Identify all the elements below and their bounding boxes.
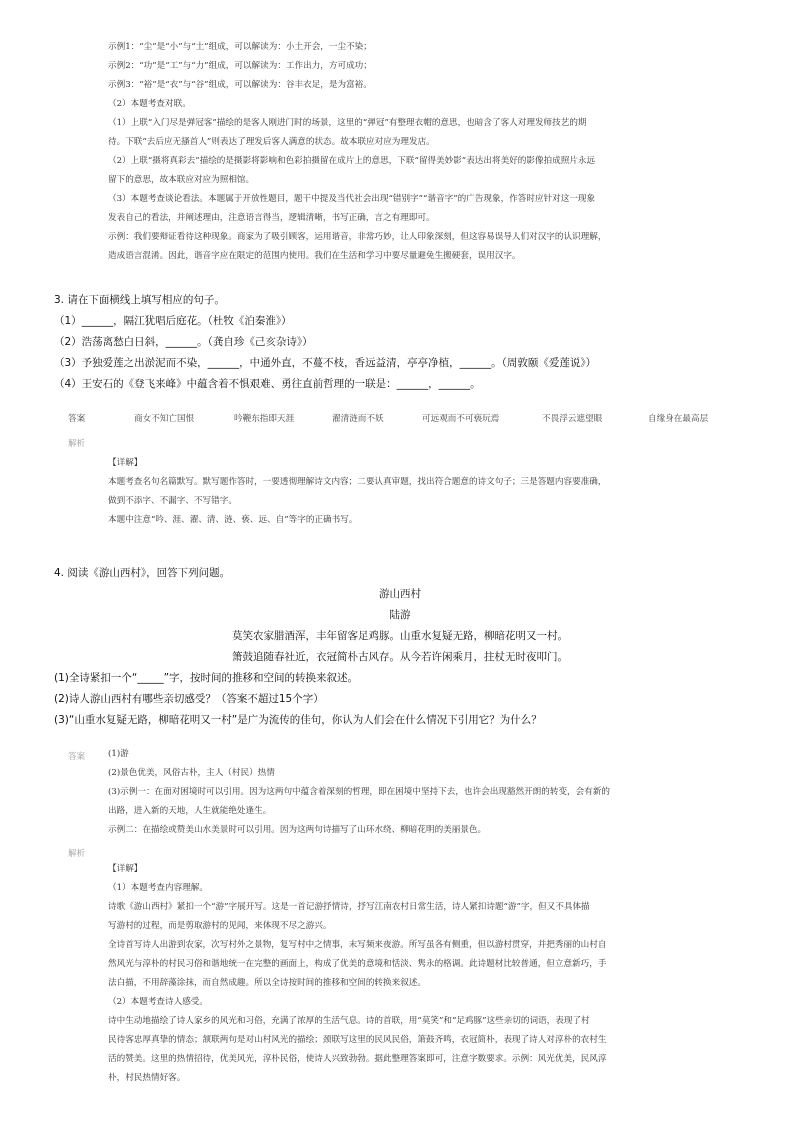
analysis-line: 造成语言混淆。因此，谐音字应在限定的范围内使用。我们在生活和学习中要尽量避免生搬硬套，误用汉字。 [108,251,521,261]
analysis-line: 示例1：“尘”是“小”与“土”组成，可以解读为：小土开会，一尘不染； [108,42,372,52]
poem-author: 陆游 [389,609,411,621]
analysis-line: 留下的意思，故本联应对应为照相馆。 [108,175,255,185]
answer-line: 出路，进入新的天地，人生就能绝处逢生。 [108,806,272,816]
detail-line: 诗中生动地描绘了诗人家乡的风光和习俗，充满了浓厚的生活气息。诗的首联，用“莫笑”和“足鸡豚”这些亲切的词语，表现了村 [108,1016,590,1026]
answer-item: 可远观而不可亵玩焉 [422,414,500,424]
detail-line: 本题中注意“吟、涯、濯、清、涟、亵、远、自”等字的正确书写。 [108,515,358,525]
analysis-line: 发表自己的看法，并阐述理由，注意语言得当，逻辑清晰，书写正确，言之有理即可。 [108,213,435,223]
detail-line: 民待客忠厚真挚的情态；颔联两句是对山村风光的描绘；颈联写这里的民风民俗，箫鼓齐鸣，衣冠简朴，表现了诗人对淳朴的农村生 [108,1035,607,1045]
analysis-line: 待。下联“去后应无搔首人”则表达了理发后客人满意的状态。故本联应对应为理发店。 [108,137,435,147]
sub-question: (1)全诗紧扣一个“_____”字，按时间的推移和空间的转换来叙述。 [54,672,359,684]
question-title: 3. 请在下面横线上填写相应的句子。 [54,294,225,306]
analysis-line: （1）上联“入门尽是弹冠客”描绘的是客人刚进门时的场景，这里的“弹冠”有整理衣帽的意思，也暗含了客人对理发师技艺的期 [108,118,587,128]
q4-answers [108,745,610,840]
analysis-line: 示例：我们要辩证看待这种现象。商家为了吸引顾客，运用谐音，非常巧妙，让人印象深刻，但这容易误导人们对汉字的认识理解， [108,232,607,242]
q4-detail [108,860,606,1088]
answer-line: (2)景色优美，风俗古朴，主人（村民）热情 [108,768,275,778]
detail-line: 全诗首写诗人出游到农家，次写村外之景物，复写村中之情事，末写频来夜游。所写虽各有侧重，但以游村贯穿，并把秀丽的山村自 [108,940,607,950]
detail-line: 然风光与淳朴的村民习俗和谐地统一在完整的画面上，构成了优美的意境和恬淡、隽永的格调。此诗题材比较普通，但立意新巧，手 [108,959,607,969]
question-item: （1）______，隔江犹唱后庭花。（杜牧《泊秦淮》） [54,315,292,327]
q4-questions [54,668,542,731]
analysis-line: （3）本题考查谈论看法。本题属于开放性题目，题干中提及当代社会出现“错别字”“谐音字”的广告现象，作答时应针对这一现象 [108,194,596,204]
detail-line: 做到不添字、不漏字、不写错字。 [108,496,237,506]
question-item: （3）予独爱莲之出淤泥而不染，______，中通外直，不蔓不枝，香远益清，亭亭净植，______。（周敦颐《爱莲说》） [54,357,597,369]
detail-line: 写游村的过程，而是剪取游村的见闻，来体现不尽之游兴。 [108,921,332,931]
poem [200,584,600,668]
detail-head: 【详解】 [108,458,143,468]
analysis-label: 解析 [68,849,86,859]
q3-answer-row [68,412,708,424]
question-item: （2）浩荡离愁白日斜，______。（龚自珍《己亥杂诗》） [54,336,313,348]
poem-title: 游山西村 [379,588,421,600]
analysis-label: 解析 [68,439,86,449]
question-title: 4. 阅读《游山西村》，回答下列问题。 [54,567,231,579]
poem-line: 莫笑农家腊酒浑，丰年留客足鸡豚。山重水复疑无路，柳暗花明又一村。 [232,630,568,642]
question-3 [54,290,596,395]
detail-line: 本题考查名句名篇默写。默写题作答时，一要透彻理解诗文内容；二要认真审题，找出符合题意的诗文句子；三是答题内容要准确， [108,477,607,487]
answer-item: 濯清涟而不妖 [332,414,384,424]
analysis-line: 示例3：“裕”是“衣”与“谷”组成，可以解读为：谷丰衣足，是为富裕。 [108,80,372,90]
detail-line: （1）本题考查内容理解。 [108,883,208,893]
analysis-line: （2）本题考查对联。 [108,99,191,109]
question-item: （4）王安石的《登飞来峰》中蕴含着不惧艰难、勇往直前哲理的一联是：______，______。 [54,378,481,390]
analysis-line: （2）上联“摄将真彩去”描绘的是摄影将影响和色彩拍摄留在成片上的意思，下联“留得美妙影”表达出将美好的影像拍成照片永远 [108,156,596,166]
detail-line: 朴，村民热情好客。 [108,1073,186,1083]
sub-question: (2)诗人游山西村有哪些亲切感受？（答案不超过15个字） [54,693,324,705]
top-analysis [108,38,606,266]
detail-line: 活的赞美。这里的热情招待，优美风光，淳朴民俗，使诗人兴致勃勃。据此整理答案即可，注意字数要求。示例：风光优美，民风淳 [108,1054,607,1064]
answer-line: 示例二：在描绘或赞美山水美景时可以引用。因为这两句诗描写了山环水绕、柳暗花明的美丽景色。 [108,825,487,835]
detail-head: 【详解】 [108,864,143,874]
detail-line: （2）本题考查诗人感受。 [108,997,208,1007]
answer-item: 吟鞭东指即天涯 [234,414,295,424]
answer-label: 答案 [68,414,86,424]
analysis-line: 示例2：“功”是“工”与“力”组成，可以解读为：工作出力，方可成功； [108,61,372,71]
answer-label: 答案 [68,752,86,762]
answer-line: (3)示例一：在面对困境时可以引用。因为这两句中蕴含着深刻的哲理，即在困境中坚持下去，也许会出现豁然开朗的转变，会有新的 [108,787,611,797]
answer-item: 不畏浮云遮望眼 [542,414,603,424]
poem-line: 箫鼓追随春社近，衣冠简朴古风存。从今若许闲乘月，拄杖无时夜叩门。 [232,651,568,663]
detail-line: 法白描，不用辞藻涂抹，而自然成趣。所以全诗按时间的推移和空间的转换来叙述。 [108,978,426,988]
answer-item: 商女不知亡国恨 [134,414,195,424]
sub-question: (3)“山重水复疑无路，柳暗花明又一村”是广为流传的佳句，你认为人们会在什么情况下引用它？为什么？ [54,714,542,726]
detail-line: 诗歌《游山西村》紧扣一个“游”字展开写。这是一首记游抒情诗，抒写江南农村日常生活，诗人紧扣诗题“游”字，但又不具体描 [108,902,590,912]
answer-line: (1)游 [108,749,129,759]
answer-item: 自缘身在最高层 [648,414,709,424]
q3-detail [108,454,606,530]
